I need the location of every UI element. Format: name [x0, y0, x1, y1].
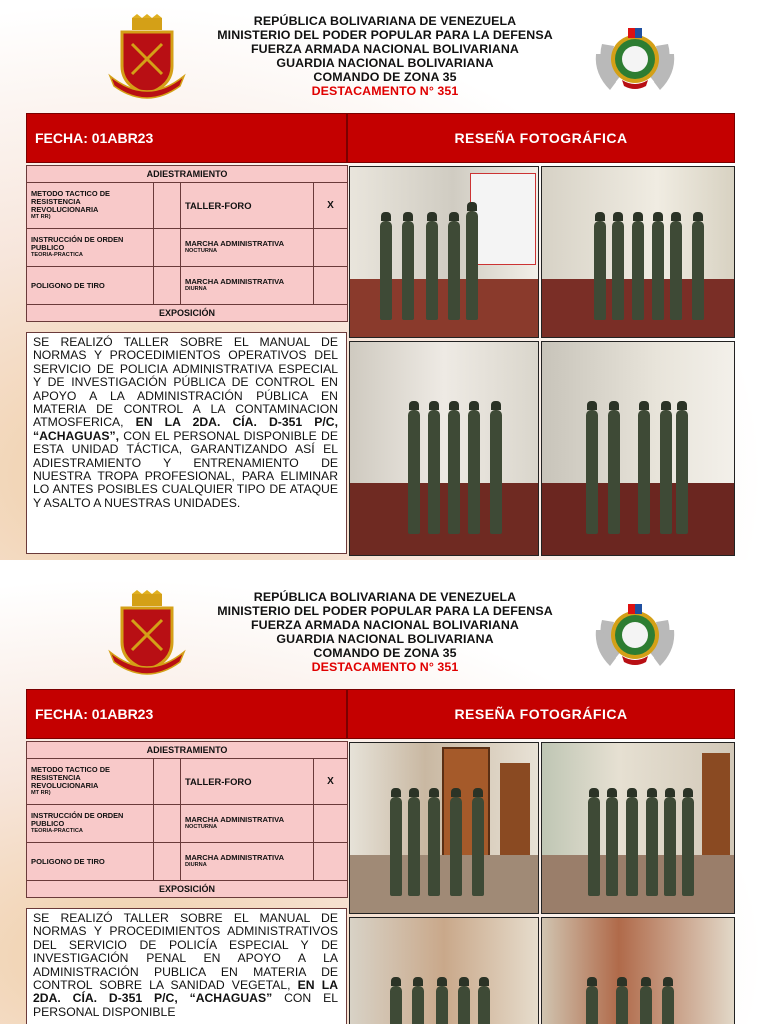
empty-cell — [154, 843, 181, 881]
photo[interactable] — [541, 166, 735, 338]
activity-type: MARCHA ADMINISTRATIVA DIURNA — [181, 843, 314, 881]
empty-cell — [314, 229, 348, 267]
check-mark: X — [314, 759, 348, 805]
header-line: COMANDO DE ZONA 35 — [313, 646, 457, 660]
photo[interactable] — [541, 742, 735, 914]
photo[interactable] — [541, 917, 735, 1024]
empty-cell — [314, 805, 348, 843]
photo[interactable] — [349, 742, 539, 914]
section-exposicion: EXPOSICIÓN — [27, 881, 348, 898]
guardia-nacional-seal-icon — [592, 590, 678, 676]
header-line: FUERZA ARMADA NACIONAL BOLIVARIANA — [251, 42, 519, 56]
photo[interactable] — [349, 341, 539, 556]
activity-cell: METODO TACTICO DE RESISTENCIA REVOLUCIONARIA MT RR) — [27, 759, 154, 805]
header-line: REPÚBLICA BOLIVARIANA DE VENEZUELA — [253, 590, 517, 604]
header-unit: DESTACAMENTO N° 351 — [311, 84, 459, 98]
activity-type: MARCHA ADMINISTRATIVA DIURNA — [181, 267, 314, 305]
institution-header — [180, 590, 590, 674]
empty-cell — [314, 267, 348, 305]
empty-cell — [154, 229, 181, 267]
header-unit: DESTACAMENTO N° 351 — [311, 660, 459, 674]
header-line: MINISTERIO DEL PODER POPULAR PARA LA DEFENSA — [217, 604, 553, 618]
exposition-text: SE REALIZÓ TALLER SOBRE EL MANUAL DE NORMAS Y PROCEDIMIENTOS ADMINISTRATIVOS DEL SERVICIO DE POLICÍA ESPECIAL Y DE INVESTIGACIÓN PENAL EN APOYO A LA ADMINISTRACIÓN PUBLICA EN MATERIA DE CONTROL SOBRE LA SANIDAD VEGETAL, EN LA 2DA. CÍA. D-351 P/C, “ACHAGUAS” CON EL PERSONAL DISPONIBLE — [26, 908, 347, 1024]
date-bar: FECHA: 01ABR23 — [26, 689, 347, 739]
activity-cell: INSTRUCCIÓN DE ORDEN PUBLICO TEORIA-PRACTICA — [27, 229, 154, 267]
header-line: GUARDIA NACIONAL BOLIVARIANA — [276, 632, 494, 646]
photo[interactable] — [349, 166, 539, 338]
photo-report-title: RESEÑA FOTOGRÁFICA — [347, 113, 735, 163]
photo[interactable] — [541, 341, 735, 556]
coat-of-arms-icon — [104, 14, 190, 102]
activities-table — [26, 741, 348, 898]
empty-cell — [154, 759, 181, 805]
activity-cell: METODO TACTICO DE RESISTENCIA REVOLUCIONARIA MT RR) — [27, 183, 154, 229]
activity-type: MARCHA ADMINISTRATIVA NOCTURNA — [181, 229, 314, 267]
guardia-nacional-seal-icon — [592, 14, 678, 100]
activity-cell: POLIGONO DE TIRO — [27, 843, 154, 881]
activity-type: TALLER-FORO — [181, 183, 314, 229]
section-exposicion: EXPOSICIÓN — [27, 305, 348, 322]
empty-cell — [154, 267, 181, 305]
section-adiestramiento: ADIESTRAMIENTO — [27, 742, 348, 759]
exposition-text: SE REALIZÓ TALLER SOBRE EL MANUAL DE NORMAS Y PROCEDIMIENTOS OPERATIVOS DEL SERVICIO DE POLICIA ADMINISTRATIVA ESPECIAL Y DE INVESTIGACIÓN PÚBLICA DE CONTROL EN APOYO A LA ADMINISTRACIÓN PÚBLICA EN MATERIA DE CONTROL A LA CONTAMINACION ATMOSFERICA, EN LA 2DA. CÍA. D-351 P/C, “ACHAGUAS”, CON EL PERSONAL DISPONIBLE DE ESTA UNIDAD TÁCTICA, GARANTIZANDO ASÍ EL ADIESTRAMIENTO Y ENTRENAMIENTO DE NUESTRA TROPA PROFESIONAL, PARA ELIMINAR LO ANTES POSIBLES CUALQUIER TIPO DE ATAQUE Y ASALTO A NUESTRAS UNIDADES. — [26, 332, 347, 554]
check-mark: X — [314, 183, 348, 229]
institution-header — [180, 14, 590, 98]
date-bar: FECHA: 01ABR23 — [26, 113, 347, 163]
header-line: REPÚBLICA BOLIVARIANA DE VENEZUELA — [253, 14, 517, 28]
activity-cell: INSTRUCCIÓN DE ORDEN PUBLICO TEORIA-PRACTICA — [27, 805, 154, 843]
activity-cell: POLIGONO DE TIRO — [27, 267, 154, 305]
empty-cell — [314, 843, 348, 881]
activities-table — [26, 165, 348, 322]
photo[interactable] — [349, 917, 539, 1024]
header-line: COMANDO DE ZONA 35 — [313, 70, 457, 84]
empty-cell — [154, 805, 181, 843]
header-line: GUARDIA NACIONAL BOLIVARIANA — [276, 56, 494, 70]
empty-cell — [154, 183, 181, 229]
report-page-2 — [0, 576, 768, 1024]
coat-of-arms-icon — [104, 590, 190, 678]
activity-type: MARCHA ADMINISTRATIVA NOCTURNA — [181, 805, 314, 843]
photo-report-title: RESEÑA FOTOGRÁFICA — [347, 689, 735, 739]
activity-type: TALLER-FORO — [181, 759, 314, 805]
header-line: MINISTERIO DEL PODER POPULAR PARA LA DEFENSA — [217, 28, 553, 42]
section-adiestramiento: ADIESTRAMIENTO — [27, 166, 348, 183]
page-separator — [0, 560, 768, 576]
header-line: FUERZA ARMADA NACIONAL BOLIVARIANA — [251, 618, 519, 632]
